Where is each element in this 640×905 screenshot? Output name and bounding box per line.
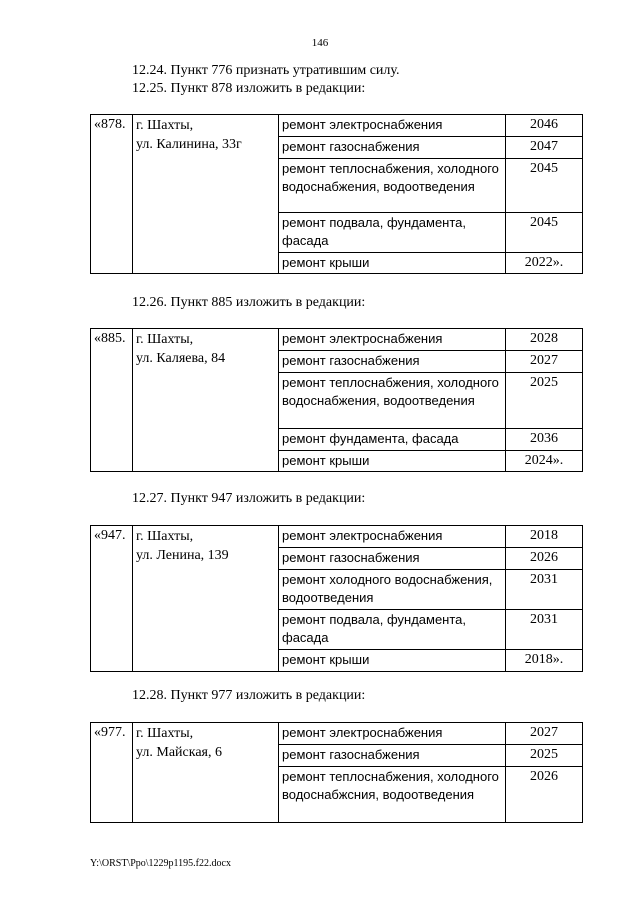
- work-year: 2018».: [506, 650, 583, 672]
- work-year: 2036: [506, 429, 583, 451]
- work-year: 2045: [506, 213, 583, 253]
- paragraph-12-28: 12.28. Пункт 977 изложить в редакции:: [132, 688, 366, 703]
- work-year: 2025: [506, 745, 583, 767]
- table-item-885: [90, 328, 583, 472]
- work-type: ремонт газоснабжения: [279, 548, 506, 570]
- work-type: ремонт газоснабжения: [279, 137, 506, 159]
- item-number: «947.: [91, 526, 133, 672]
- work-type: ремонт фундамента, фасада: [279, 429, 506, 451]
- work-type: ремонт электроснабжения: [279, 115, 506, 137]
- address-city: г. Шахты,: [136, 726, 194, 741]
- item-number: «878.: [91, 115, 133, 274]
- work-type: ремонт газоснабжения: [279, 745, 506, 767]
- work-type: ремонт подвала, фундамента, фасада: [279, 610, 506, 650]
- address-cell: [133, 723, 279, 823]
- work-type: ремонт подвала, фундамента, фасада: [279, 213, 506, 253]
- address-street: ул. Каляева, 84: [136, 351, 226, 366]
- work-year: 2027: [506, 723, 583, 745]
- work-year: 2024».: [506, 451, 583, 472]
- work-year: 2028: [506, 329, 583, 351]
- work-year: 2018: [506, 526, 583, 548]
- work-type: ремонт крыши: [279, 650, 506, 672]
- work-type: ремонт газоснабжения: [279, 351, 506, 373]
- footer-file-path: Y:\ORST\Ppo\1229p1195.f22.docx: [90, 858, 231, 869]
- table-item-947: [90, 525, 583, 672]
- work-type: ремонт теплоснабжения, холодного водоснабжения, водоотведения: [279, 159, 506, 213]
- work-year: 2022».: [506, 253, 583, 274]
- address-cell: [133, 526, 279, 672]
- work-year: 2027: [506, 351, 583, 373]
- work-type: ремонт теплоснабжения, холодного водоснабжения, водоотведения: [279, 373, 506, 429]
- work-type: ремонт крыши: [279, 253, 506, 274]
- address-cell: [133, 329, 279, 472]
- work-year: 2046: [506, 115, 583, 137]
- paragraph-12-26: 12.26. Пункт 885 изложить в редакции:: [132, 295, 366, 310]
- address-street: ул. Майская, 6: [136, 745, 222, 760]
- work-type: ремонт теплоснабжения, холодного водоснабжсния, водоотведения: [279, 767, 506, 823]
- work-year: 2031: [506, 570, 583, 610]
- work-year: 2026: [506, 548, 583, 570]
- table-item-878: [90, 114, 583, 274]
- paragraph-12-27: 12.27. Пункт 947 изложить в редакции:: [132, 491, 366, 506]
- address-cell: [133, 115, 279, 274]
- work-year: 2025: [506, 373, 583, 429]
- work-year: 2045: [506, 159, 583, 213]
- address-city: г. Шахты,: [136, 332, 194, 347]
- page-number: 146: [311, 37, 329, 49]
- work-year: 2031: [506, 610, 583, 650]
- work-year: 2047: [506, 137, 583, 159]
- address-city: г. Шахты,: [136, 118, 194, 133]
- work-year: 2026: [506, 767, 583, 823]
- address-street: ул. Ленина, 139: [136, 548, 229, 563]
- work-type: ремонт крыши: [279, 451, 506, 472]
- work-type: ремонт электроснабжения: [279, 329, 506, 351]
- address-city: г. Шахты,: [136, 529, 194, 544]
- work-type: ремонт холодного водоснабжения, водоотведения: [279, 570, 506, 610]
- item-number: «885.: [91, 329, 133, 472]
- paragraph-12-25: 12.25. Пункт 878 изложить в редакции:: [132, 81, 366, 96]
- work-type: ремонт электроснабжения: [279, 526, 506, 548]
- work-type: ремонт электроснабжения: [279, 723, 506, 745]
- address-street: ул. Калинина, 33г: [136, 137, 242, 152]
- item-number: «977.: [91, 723, 133, 823]
- paragraph-12-24: 12.24. Пункт 776 признать утратившим силу.: [132, 63, 400, 78]
- table-item-977: [90, 722, 583, 823]
